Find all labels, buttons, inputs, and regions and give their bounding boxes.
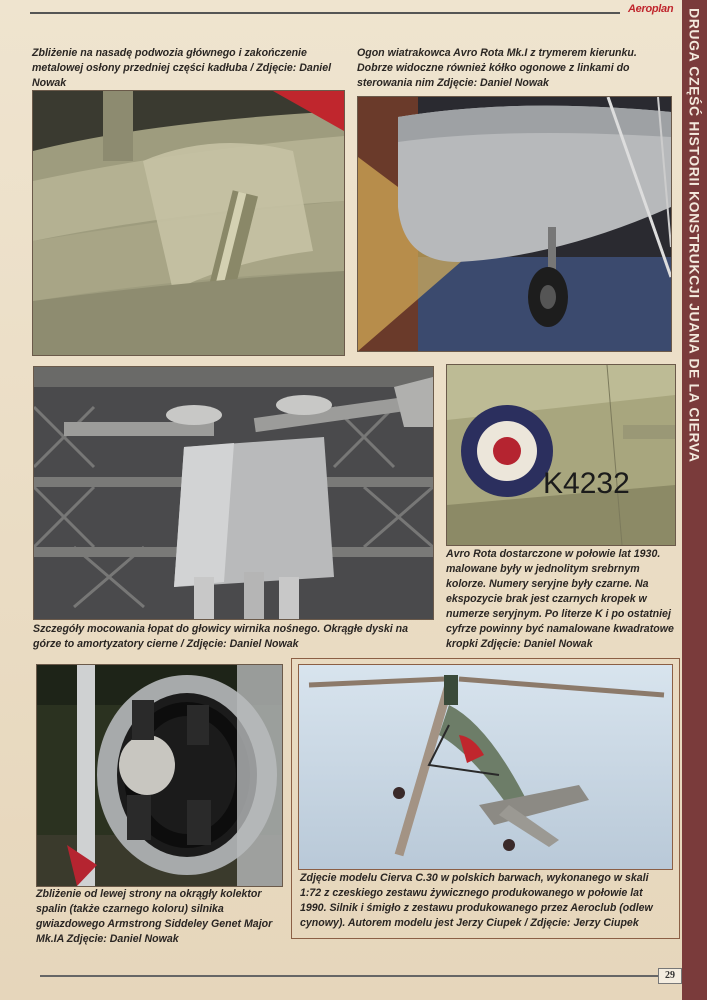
footer-rule [40,975,658,977]
side-title: DRUGA CZĘŚĆ HISTORII KONSTRUKCJI JUANA DE LA CIERVA [686,8,703,463]
photo-scale-model [298,664,673,870]
caption-rotor-head: Szczegóły mocowania łopat do głowicy wirnika nośnego. Okrągłe dyski na górze to amortyzatory cierne / Zdjęcie: Daniel Nowak [33,623,408,650]
caption-serial: Avro Rota dostarczone w połowie lat 1930. malowane były w jednolitym srebrnym kolorze. Numery seryjne były czarne. Na ekspozycie brak jest czarnych kropek w numerze seryjnym. Po literze K i po ostatniej cyfrze powinny być namalowane kwadratowe kropki Zdjęcie: Daniel Nowak [446,548,674,650]
photo-rotor-head [33,366,434,620]
page-number: 29 [658,968,682,984]
photo-landing-gear-fuselage [32,90,345,356]
caption-engine: Zbliżenie od lewej strony na okrągły kolektor spalin (także czarnego koloru) silnika gwiazdowego Armstrong Siddeley Genet Major Mk.IA Zdjęcie: Daniel Nowak [36,888,273,945]
photo-roundel-serial [446,364,676,546]
caption-landing-gear: Zbliżenie na nasadę podwozia głównego i zakończenie metalowej osłony przedniej części kadłuba / Zdjęcie: Daniel Nowak [32,47,332,89]
header-rule [30,12,620,14]
photo-radial-engine [36,664,283,887]
magazine-logo: Aeroplan [628,3,674,15]
serial-marking: K4232 [543,467,630,500]
caption-model: Zdjęcie modelu Cierva C.30 w polskich barwach, wykonanego w skali 1:72 z czeskiego zestawu żywicznego produkowanego w połowie lat 1990. Silnik i śmigło z zestawu produkowanego przez Aeroclub (odlew cynowy). Autorem modelu jest Jerzy Ciupek / Zdjęcie: Jerzy Ciupek [300,872,653,929]
photo-tail-wheel [357,96,672,352]
caption-tail: Ogon wiatrakowca Avro Rota Mk.I z trymerem kierunku. Dobrze widoczne również kółko ogonowe z linkami do sterowania nim Zdjęcie: Daniel Nowak [357,47,637,89]
